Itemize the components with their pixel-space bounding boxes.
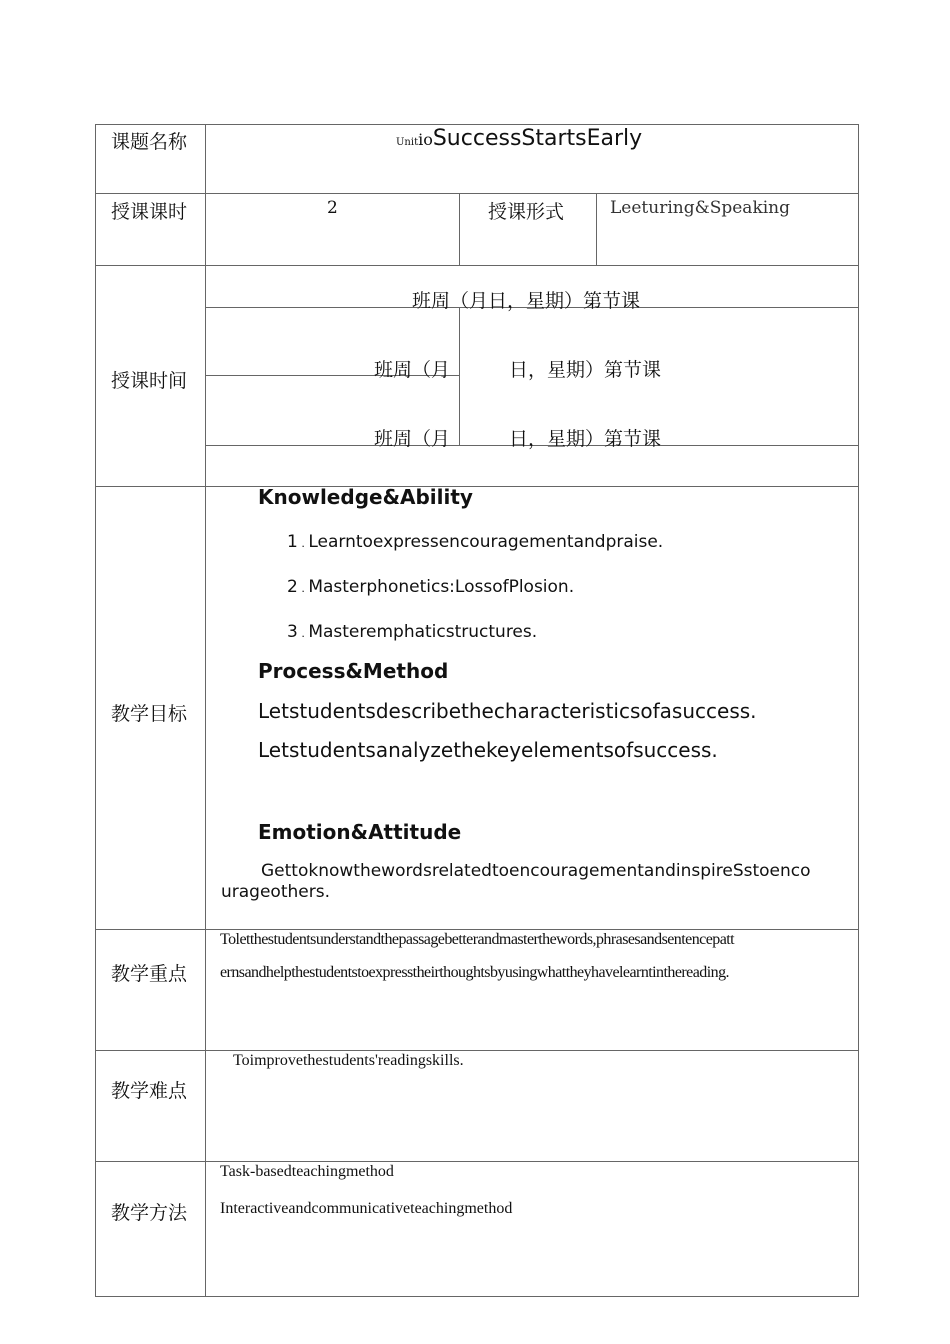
label-column-divider — [205, 124, 206, 1297]
method-item: Interactiveandcommunicativeteachingmethod — [220, 1200, 513, 1217]
unit-number: io — [418, 130, 433, 149]
class-time-line2-left: 班周（月 — [374, 359, 451, 381]
knowledge-item-text: Masterphonetics:LossofPlosion. — [308, 577, 575, 597]
knowledge-item-number: 1 — [287, 532, 298, 552]
class-time-line1: 班周（月日，星期）第节课 — [412, 290, 641, 312]
row-divider — [95, 486, 859, 487]
key-points-line2: ernsandhelpthestudentstoexpresstheirthoughtsbyusingwhattheyhavelearntinthereading. — [220, 964, 729, 981]
key-points-label: 教学重点 — [111, 963, 188, 985]
key-points-line1: Toletthestudentsunderstandthepassagebetterandmasterthewords,phrasesandsentencepatt — [220, 931, 735, 948]
course-title — [396, 126, 642, 151]
process-heading: Process&Method — [258, 659, 449, 683]
table-border-left — [95, 124, 96, 1297]
table-border-top — [95, 124, 859, 125]
class-hours-label: 授课课时 — [111, 201, 188, 223]
table-border-right — [858, 124, 859, 1297]
difficulties-label: 教学难点 — [111, 1080, 188, 1102]
knowledge-item-text: Learntoexpressencouragementandpraise. — [308, 532, 664, 552]
method-item: Task-basedteachingmethod — [220, 1163, 394, 1180]
course-title-text: SuccessStartsEarly — [432, 126, 643, 151]
difficulties-text: Toimprovethestudents'readingskills. — [233, 1052, 464, 1069]
unit-prefix: Unit — [396, 137, 419, 148]
class-hours-value: 2 — [327, 198, 338, 218]
cell-divider — [459, 193, 460, 265]
objectives-label: 教学目标 — [111, 703, 188, 725]
process-item: Letstudentsdescribethecharacteristicsofasuccess. — [258, 699, 757, 723]
class-time-line2-right: 日，星期）第节课 — [509, 359, 662, 381]
teaching-form-label: 授课形式 — [488, 201, 565, 223]
knowledge-item: 2 . Masterphonetics:LossofPlosion. — [287, 577, 575, 597]
knowledge-item-number: 3 — [287, 622, 298, 642]
knowledge-item: 3 . Masteremphaticstructures. — [287, 622, 538, 642]
row-divider — [95, 265, 859, 266]
teaching-form-value: Leeturing&Speaking — [610, 198, 791, 218]
row-divider — [95, 1050, 859, 1051]
knowledge-item: 1 . Learntoexpressencouragementandpraise. — [287, 532, 664, 552]
row-divider — [95, 1161, 859, 1162]
emotion-line2: urageothers. — [221, 882, 330, 902]
class-time-line3-right: 日，星期）第节课 — [509, 428, 662, 450]
methods-label: 教学方法 — [111, 1202, 188, 1224]
sub-cell-divider — [459, 307, 460, 446]
process-item: Letstudentsanalyzethekeyelementsofsuccess. — [258, 738, 718, 762]
emotion-heading: Emotion&Attitude — [258, 820, 462, 844]
emotion-line1: GettoknowthewordsrelatedtoencouragementandinspireSstoenco — [261, 861, 811, 881]
knowledge-heading: Knowledge&Ability — [258, 485, 473, 509]
class-time-label: 授课时间 — [111, 370, 188, 392]
knowledge-item-number: 2 — [287, 577, 298, 597]
knowledge-item-text: Masteremphaticstructures. — [308, 622, 538, 642]
class-time-line3-left: 班周（月 — [374, 428, 451, 450]
cell-divider — [596, 193, 597, 265]
row-divider — [95, 929, 859, 930]
table-border-bottom — [95, 1296, 859, 1297]
row-divider — [95, 193, 859, 194]
course-name-label: 课题名称 — [111, 131, 188, 153]
